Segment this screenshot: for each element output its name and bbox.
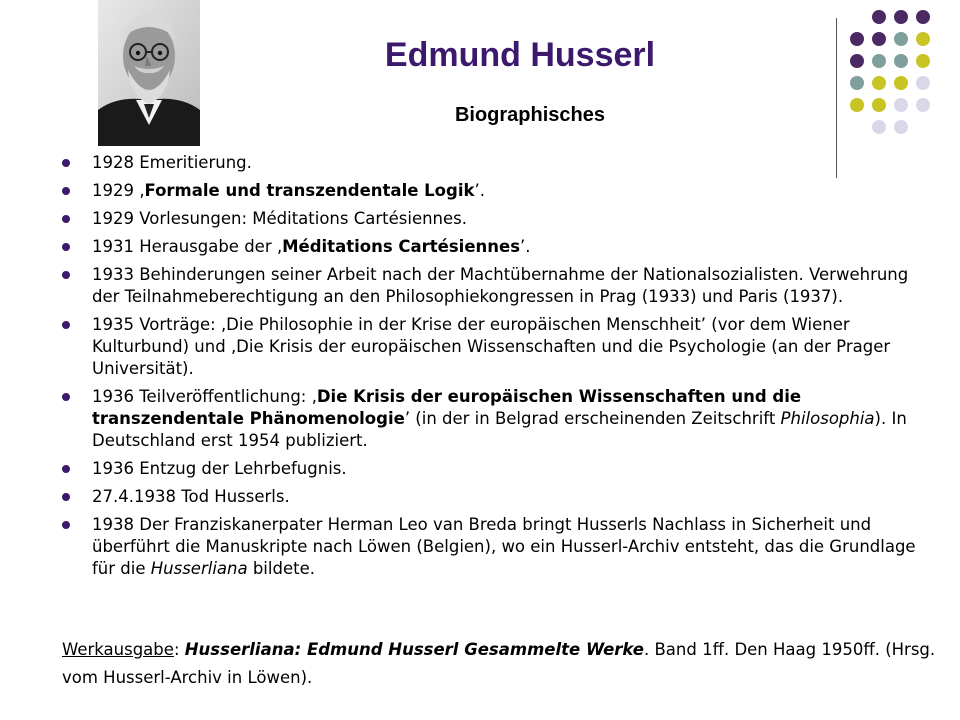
decorative-dot (850, 76, 864, 90)
list-item: 1933 Behinderungen seiner Arbeit nach der Machtübernahme der Nationalsozialisten. Verwehrung der Teilnahmeberechtigung an den Philosophiekongressen in Prag (1933) und Paris (1937). (62, 264, 922, 308)
decorative-dot (894, 76, 908, 90)
page-subtitle: Biographisches (454, 104, 606, 126)
biography-list (62, 152, 922, 586)
list-item: 1929 ‚Formale und transzendentale Logik’. (62, 180, 922, 202)
decorative-dot (916, 54, 930, 68)
decorative-dot (916, 32, 930, 46)
decorative-dot (894, 98, 908, 112)
decorative-dot (872, 76, 886, 90)
decorative-dot (872, 10, 886, 24)
list-item: 1938 Der Franziskanerpater Herman Leo van Breda bringt Husserls Nachlass in Sicherheit und überführt die Manuskripte nach Löwen (Belgien), wo ein Husserl-Archiv entsteht, das die Grundlage für die Husserliana bildete. (62, 514, 922, 580)
decorative-dot (850, 98, 864, 112)
decorative-dot (916, 98, 930, 112)
decorative-dot (894, 54, 908, 68)
bullet-icon (62, 493, 70, 501)
decorative-dot (872, 54, 886, 68)
portrait-photo (98, 0, 200, 146)
page-title: Edmund Husserl (384, 36, 656, 74)
bullet-icon (62, 243, 70, 251)
decorative-dot (872, 32, 886, 46)
list-item: 27.4.1938 Tod Husserls. (62, 486, 922, 508)
decorative-dot (850, 32, 864, 46)
bullet-icon (62, 393, 70, 401)
list-item: 1936 Teilveröffentlichung: ‚Die Krisis der europäischen Wissenschaften und die transzendentale Phänomenologie’ (in der in Belgrad erscheinenden Zeitschrift Philosophia). In Deutschland erst 1954 publiziert. (62, 386, 922, 452)
decorative-dot (894, 32, 908, 46)
footer-note: Werkausgabe: Husserliana: Edmund Husserl Gesammelte Werke. Band 1ff. Den Haag 1950ff. (Hrsg. vom Husserl-Archiv in Löwen). (62, 640, 936, 687)
footer-work-title: Husserliana: Edmund Husserl Gesammelte Werke (184, 640, 644, 659)
list-item: 1928 Emeritierung. (62, 152, 922, 174)
footer-label: Werkausgabe (62, 640, 174, 659)
bullet-icon (62, 465, 70, 473)
list-item: 1935 Vorträge: ‚Die Philosophie in der Krise der europäischen Menschheit’ (vor dem Wiener Kulturbund) und ‚Die Krisis der europäischen Wissenschaften und die Psychologie (an der Prager Universität). (62, 314, 922, 380)
bullet-icon (62, 321, 70, 329)
list-item: 1929 Vorlesungen: Méditations Cartésiennes. (62, 208, 922, 230)
decorative-dot (850, 54, 864, 68)
bullet-icon (62, 187, 70, 195)
decorative-dot (916, 76, 930, 90)
bullet-icon (62, 521, 70, 529)
decorative-dot (872, 98, 886, 112)
bullet-icon (62, 159, 70, 167)
bullet-icon (62, 215, 70, 223)
decorative-dot (916, 10, 930, 24)
decorative-dot (894, 120, 908, 134)
decorative-dot (894, 10, 908, 24)
list-item: 1931 Herausgabe der ‚Méditations Cartésiennes’. (62, 236, 922, 258)
decorative-dot (872, 120, 886, 134)
bullet-icon (62, 271, 70, 279)
list-item: 1936 Entzug der Lehrbefugnis. (62, 458, 922, 480)
